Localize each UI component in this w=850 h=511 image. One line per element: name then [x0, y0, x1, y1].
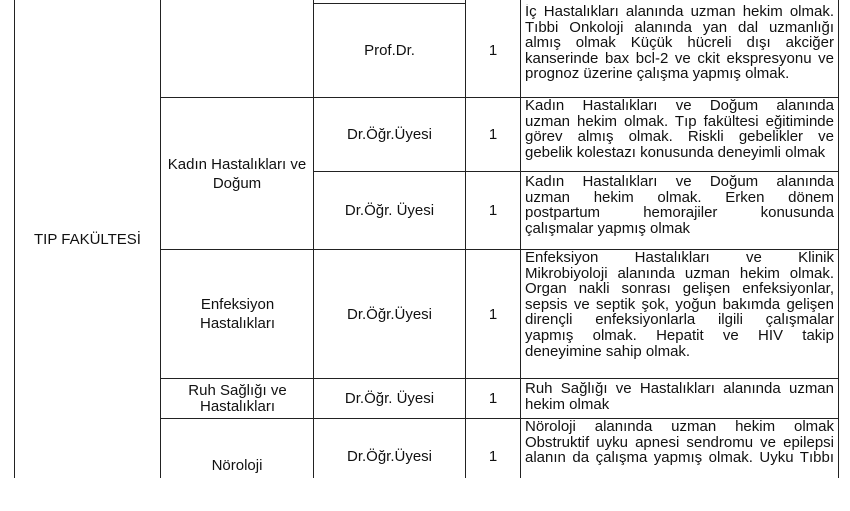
- position-count: 1: [488, 447, 498, 465]
- academic-title: Dr.Öğr.Üyesi: [346, 447, 433, 465]
- requirements-line: hekim olmak: [525, 395, 610, 413]
- requirements-line: İç Hastalıkları alanında uzman hekim olmak.: [525, 4, 834, 20]
- requirements-line: deneyimine sahip olmak.: [525, 342, 691, 360]
- department-name: Nöroloji: [211, 456, 263, 474]
- requirements-line: yapmış olmak. Hepatit ve HIV takip: [525, 326, 834, 344]
- academic-title: Dr.Öğr. Üyesi: [344, 390, 435, 407]
- table-divider: [520, 0, 521, 478]
- table-divider: [160, 0, 161, 478]
- table-border-right: [838, 0, 839, 478]
- requirements-text: [525, 419, 834, 478]
- requirements-line: Obstruktif uyku apnesi sendromu ve epilepsi: [525, 433, 834, 451]
- requirements-text: [525, 4, 834, 97]
- requirements-text: [525, 98, 834, 171]
- requirements-line: Enfeksiyon Hastalıkları ve Klinik: [525, 250, 834, 266]
- requirements-text: [525, 174, 834, 249]
- requirements-line: almış olmak Küçük hücreli dışı akciğer: [525, 34, 834, 52]
- requirements-line: sepsis ve septik şok, yoğun bakımda gelişen: [525, 295, 834, 313]
- requirements-line: Organ nakli sonrası gelişen enfeksiyonlar,: [525, 280, 834, 298]
- position-count: 1: [488, 202, 498, 219]
- requirements-line: kanserinde bax bcl-2 ve ckit ekspresyonu ve: [525, 49, 834, 67]
- requirements-line: Kadın Hastalıkları ve Doğum alanında: [525, 98, 834, 114]
- requirements-line: uzman hekim olmak. Tıp fakültesi eğitiminde: [525, 112, 834, 130]
- position-count: 1: [488, 42, 498, 59]
- academic-title: Dr.Öğr.Üyesi: [346, 305, 433, 323]
- department-name: Kadın Hastalıkları ve Doğum: [167, 155, 307, 192]
- position-count: 1: [488, 305, 498, 323]
- position-count: 1: [488, 390, 498, 407]
- department-name: Enfeksiyon Hastalıkları: [199, 296, 276, 332]
- faculty-name: TIP FAKÜLTESİ: [34, 230, 141, 248]
- requirements-line: uzman hekim olmak. Erken dönem: [525, 188, 834, 206]
- requirements-text: [525, 250, 834, 378]
- academic-title: Prof.Dr.: [364, 42, 415, 59]
- position-count: 1: [488, 126, 498, 143]
- requirements-line: gebelik kolestazı konusunda deneyimli olmak: [525, 143, 826, 161]
- requirements-line: Kadın Hastalıkları ve Doğum alanında: [525, 174, 834, 190]
- requirements-line: Mikrobiyoloji alanında uzman hekim olmak.: [525, 264, 834, 282]
- requirements-line: dirençli enfeksiyonlarla ilgili çalışmalar: [525, 311, 834, 329]
- requirements-line: Nöroloji alanında uzman hekim olmak: [525, 419, 834, 435]
- requirements-line: Tıbbi Onkoloji alanında yan dal uzmanlığı: [525, 18, 834, 36]
- requirements-line: görev almış olmak. Riskli gebelikler ve: [525, 128, 834, 146]
- academic-title: Dr.Öğr. Üyesi: [344, 202, 435, 219]
- academic-title: Dr.Öğr.Üyesi: [346, 126, 433, 143]
- requirements-line: alanın da çalışma yapmış olmak. Uyku Tıbbı: [525, 449, 834, 467]
- requirements-text: [525, 381, 834, 418]
- requirements-line: prognoz üzerine çalışma yapmış olmak.: [525, 65, 790, 83]
- requirements-line: çalışmalar yapmış olmak: [525, 219, 691, 237]
- department-name: Ruh Sağlığı ve Hastalıkları: [188, 381, 287, 415]
- requirements-line: postpartum hemorajiler konusunda: [525, 204, 834, 222]
- requirements-line: Ruh Sağlığı ve Hastalıkları alanında uzman: [525, 381, 834, 397]
